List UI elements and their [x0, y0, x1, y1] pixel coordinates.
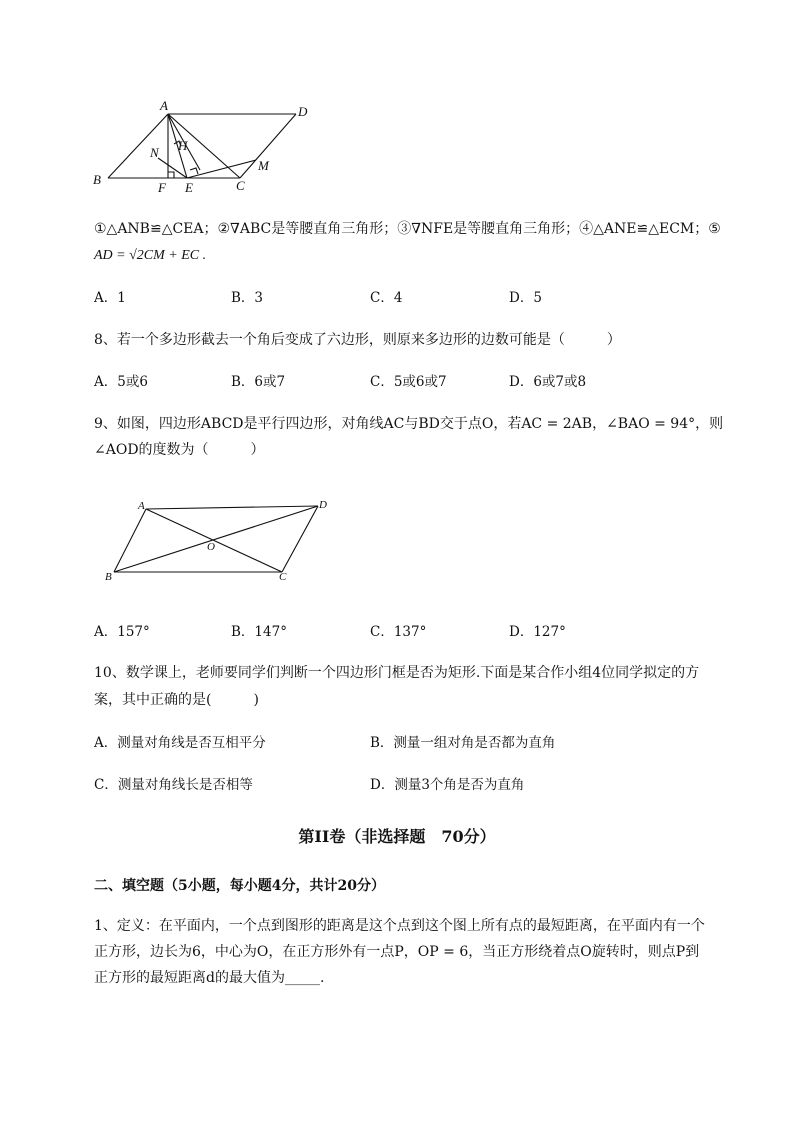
- label-h: H: [178, 138, 188, 153]
- label-b: B: [93, 172, 101, 187]
- label-f: F: [158, 180, 166, 195]
- side-ab: [114, 509, 146, 572]
- q9-question-line1: 9、如图，四边形ABCD是平行四边形，对角线AC与BD交于点O，若AC = 2AB，∠BAO = 94°，则: [94, 416, 724, 432]
- q10-option-a[interactable]: A．测量对角线是否互相平分: [94, 735, 266, 751]
- q7-option-d[interactable]: D．5: [509, 290, 542, 306]
- q9-option-b[interactable]: B．147°: [231, 624, 287, 640]
- figure-parallelogram-diagonals: [100, 496, 340, 586]
- fill1-line1: 1、定义：在平面内，一个点到图形的距离是这个点到这个图上所有点的最短距离，在平面内有一个: [94, 918, 705, 934]
- part2-title: 第II卷（非选择题 70分）: [298, 827, 496, 846]
- label-d: D: [319, 499, 327, 511]
- label-a: A: [160, 98, 168, 113]
- side-ad: [146, 506, 318, 509]
- label-a: A: [138, 500, 145, 512]
- q7-option-a[interactable]: A．1: [94, 290, 126, 306]
- label-n: N: [150, 145, 159, 160]
- q7-option-b[interactable]: B．3: [231, 290, 264, 306]
- fill1-line2: 正方形，边长为6，中心为O，在正方形外有一点P，OP = 6，当正方形绕着点O旋转时，则点P到: [94, 944, 700, 960]
- segment-ab: [108, 114, 168, 178]
- label-b: B: [105, 571, 112, 583]
- q9-option-d[interactable]: D．127°: [509, 624, 566, 640]
- q7-statements-line1: ①△ANB≌△CEA；②∇ABC是等腰直角三角形；③∇NFE是等腰直角三角形；④△ANE≌△ECM；⑤: [94, 221, 721, 237]
- label-d: D: [298, 104, 308, 119]
- label-c: C: [279, 571, 287, 583]
- figure-parallelogram-abcd-triangles: [90, 98, 320, 198]
- label-o: O: [207, 541, 215, 553]
- q8-option-d[interactable]: D．6或7或8: [509, 374, 587, 390]
- segment-em: [187, 160, 256, 178]
- label-m: M: [258, 158, 269, 173]
- q8-option-c[interactable]: C．5或6或7: [370, 374, 447, 390]
- q10-question-line2: 案，其中正确的是( ): [94, 692, 259, 708]
- label-e: E: [185, 180, 193, 195]
- q10-option-d[interactable]: D．测量3个角是否为直角: [370, 777, 525, 793]
- segment-ne: [158, 158, 187, 178]
- label-c: C: [236, 178, 245, 193]
- q9-question-line2: ∠AOD的度数为（ ）: [94, 442, 265, 458]
- q10-option-c[interactable]: C．测量对角线长是否相等: [94, 777, 253, 793]
- q8-question: 8、若一个多边形截去一个角后变成了六边形，则原来多边形的边数可能是（ ）: [94, 332, 621, 348]
- q9-option-c[interactable]: C．137°: [370, 624, 427, 640]
- q7-option-c[interactable]: C．4: [370, 290, 403, 306]
- q7-statements-line2: AD = √2CM + EC .: [94, 248, 207, 263]
- q8-option-b[interactable]: B．6或7: [231, 374, 286, 390]
- q9-option-a[interactable]: A．157°: [94, 624, 150, 640]
- q10-question-line1: 10、数学课上，老师要同学们判断一个四边形门框是否为矩形.下面是某合作小组4位同学拟定的方: [94, 665, 700, 681]
- section-fill-in-blank: 二、填空题（5小题，每小题4分，共计20分）: [94, 878, 385, 894]
- fill1-line3: 正方形的最短距离d的最大值为_____.: [94, 970, 325, 986]
- q10-option-b[interactable]: B．测量一组对角是否都为直角: [370, 735, 556, 751]
- q8-option-a[interactable]: A．5或6: [94, 374, 148, 390]
